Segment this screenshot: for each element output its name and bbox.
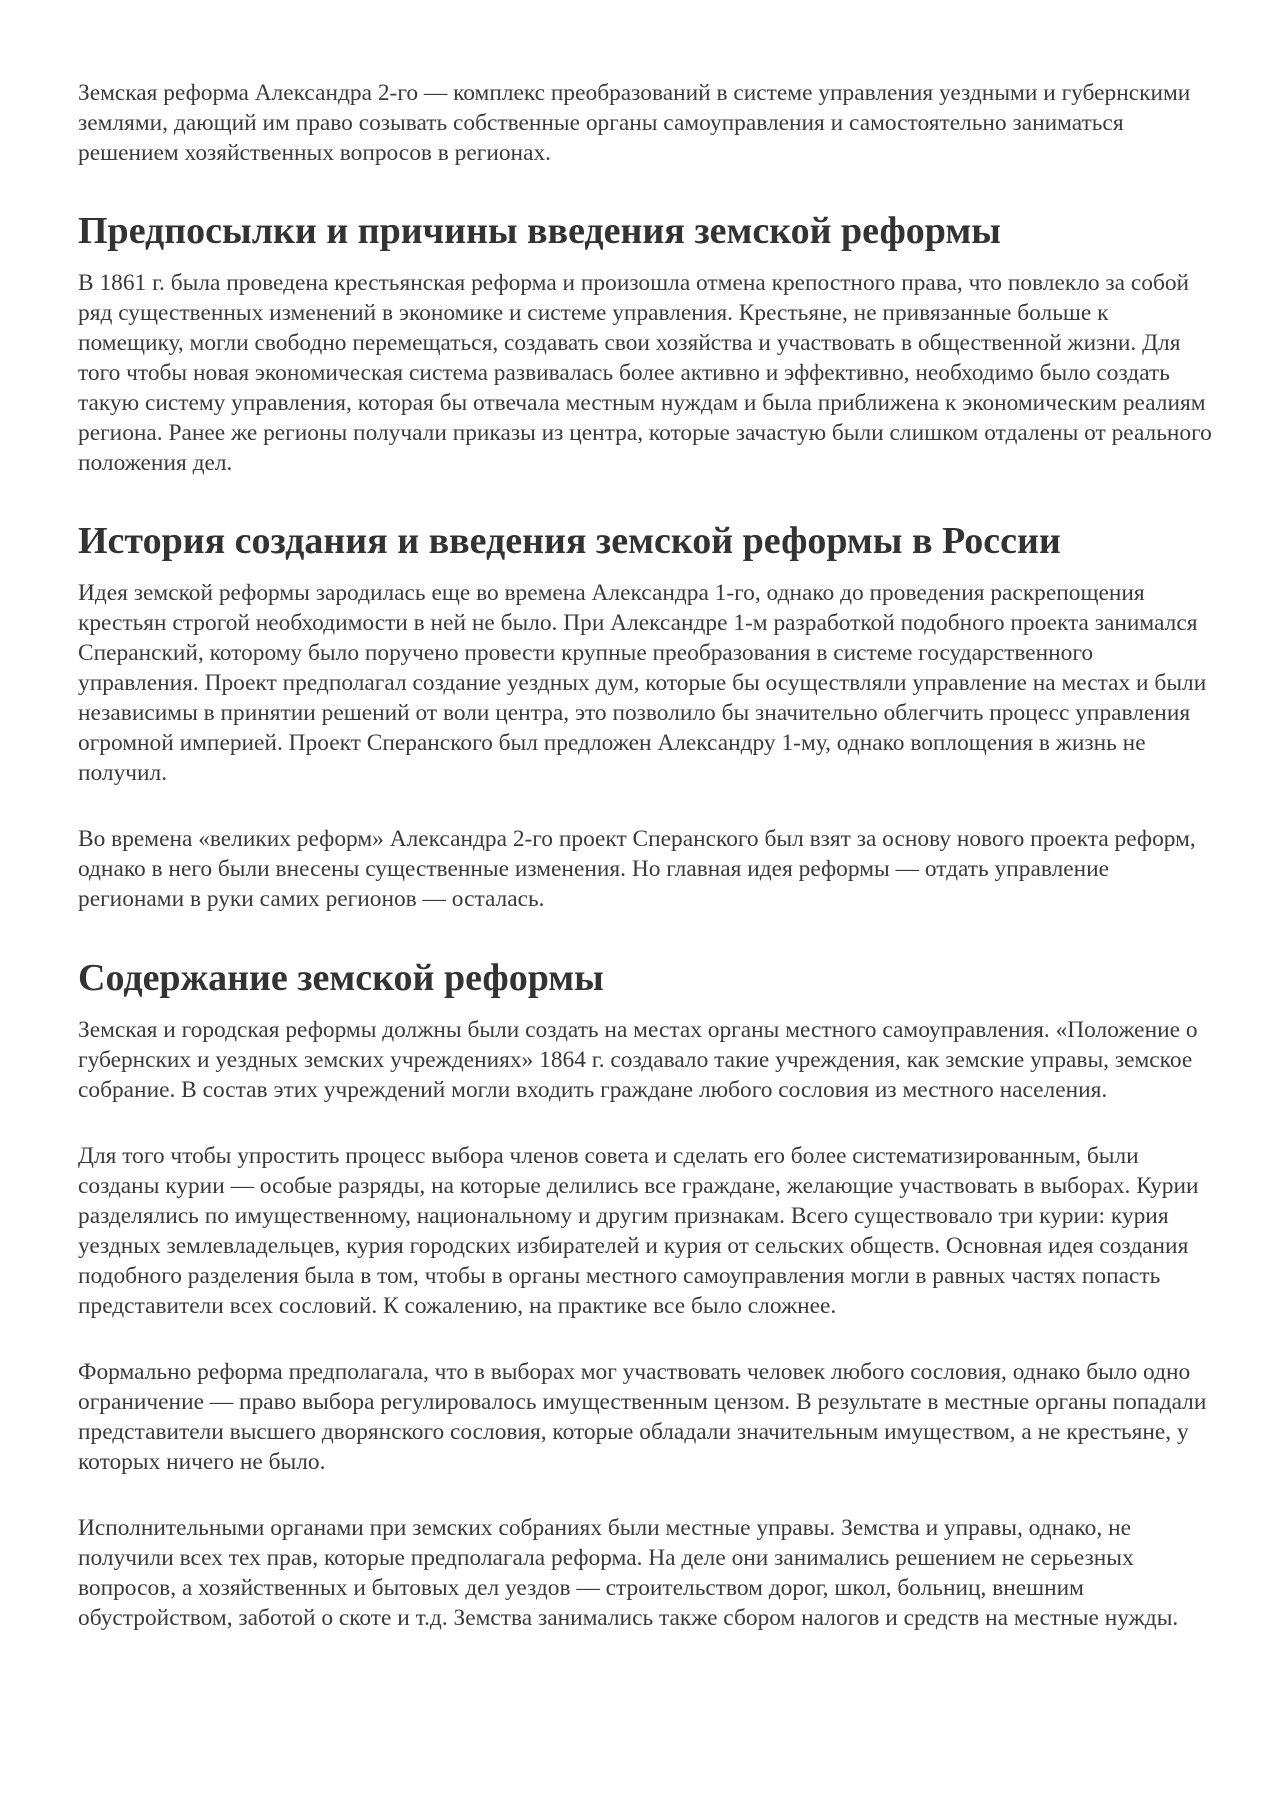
section-history bbox=[78, 519, 1218, 914]
section-heading-content: Содержание земской реформы bbox=[78, 957, 604, 999]
document-page bbox=[78, 78, 1218, 1633]
section-prerequisites bbox=[78, 209, 1218, 478]
section-content bbox=[78, 956, 1218, 1633]
paragraph: Исполнительными органами при земских собраниях были местные управы. Земства и управы, однако, не получили всех тех прав, которые предполагала реформа. На деле они занимались решением не серьезных вопросов, а хозяйственных и бытовых дел уездов — строительством дорог, школ, больниц, внешним обустройством, заботой о скоте и т.д. Земства занимались также сбором налогов и средств на местные нужды. bbox=[78, 1515, 1179, 1631]
paragraph: Во времена «великих реформ» Александра 2-го проект Сперанского был взят за основу нового проекта реформ, однако в него были внесены существенные изменения. Но главная идея реформы — отдать управление регионами в руки самих регионов — осталась. bbox=[78, 826, 1196, 912]
intro-paragraph: Земская реформа Александра 2-го — комплекс преобразований в системе управления уездными и губернскими землями, дающий им право созывать собственные органы самоуправления и самостоятельно заниматься решением хозяйственных вопросов в регионах. bbox=[78, 80, 1191, 166]
paragraph: В 1861 г. была проведена крестьянская реформа и произошла отмена крепостного права, что повлекло за собой ряд существенных изменений в экономике и системе управления. Крестьяне, не привязанные больше к помещику, могли свободно перемещаться, создавать свои хозяйства и участвовать в общественной жизни. Для того чтобы новая экономическая система развивалась более активно и эффективно, необходимо было создать такую систему управления, которая бы отвечала местным нуждам и была приближена к экономическим реалиям региона. Ранее же регионы получали приказы из центра, которые зачастую были слишком отдалены от реального положения дел. bbox=[78, 270, 1212, 476]
section-heading-prerequisites: Предпосылки и причины введения земской реформы bbox=[78, 210, 1001, 252]
section-heading-history: История создания и введения земской реформы в России bbox=[78, 520, 1061, 562]
paragraph: Формально реформа предполагала, что в выборах мог участвовать человек любого сословия, однако было одно ограничение — право выбора регулировалось имущественным цензом. В результате в местные органы попадали представители высшего дворянского сословия, которые обладали значительным имуществом, а не крестьяне, у которых ничего не было. bbox=[78, 1359, 1207, 1475]
paragraph: Земская и городская реформы должны были создать на местах органы местного самоуправления. «Положение о губернских и уездных земских учреждениях» 1864 г. создавало такие учреждения, как земские управы, земское собрание. В состав этих учреждений могли входить граждане любого сословия из местного населения. bbox=[78, 1017, 1198, 1103]
paragraph: Для того чтобы упростить процесс выбора членов совета и сделать его более систематизированным, были созданы курии — особые разряды, на которые делились все граждане, желающие участвовать в выборах. Курии разделялись по имущественному, национальному и другим признакам. Всего существовало три курии: курия уездных землевладельцев, курия городских избирателей и курия от сельских обществ. Основная идея создания подобного разделения была в том, чтобы в органы местного самоуправления могли в равных частях попасть представители всех сословий. К сожалению, на практике все было сложнее. bbox=[78, 1143, 1199, 1319]
paragraph: Идея земской реформы зародилась еще во времена Александра 1-го, однако до проведения раскрепощения крестьян строгой необходимости в ней не было. При Александре 1-м разработкой подобного проекта занимался Сперанский, которому было поручено провести крупные преобразования в системе государственного управления. Проект предполагал создание уездных дум, которые бы осуществляли управление на местах и были независимы в принятии решений от воли центра, это позволило бы значительно облегчить процесс управления огромной империей. Проект Сперанского был предложен Александру 1-му, однако воплощения в жизнь не получил. bbox=[78, 580, 1207, 786]
